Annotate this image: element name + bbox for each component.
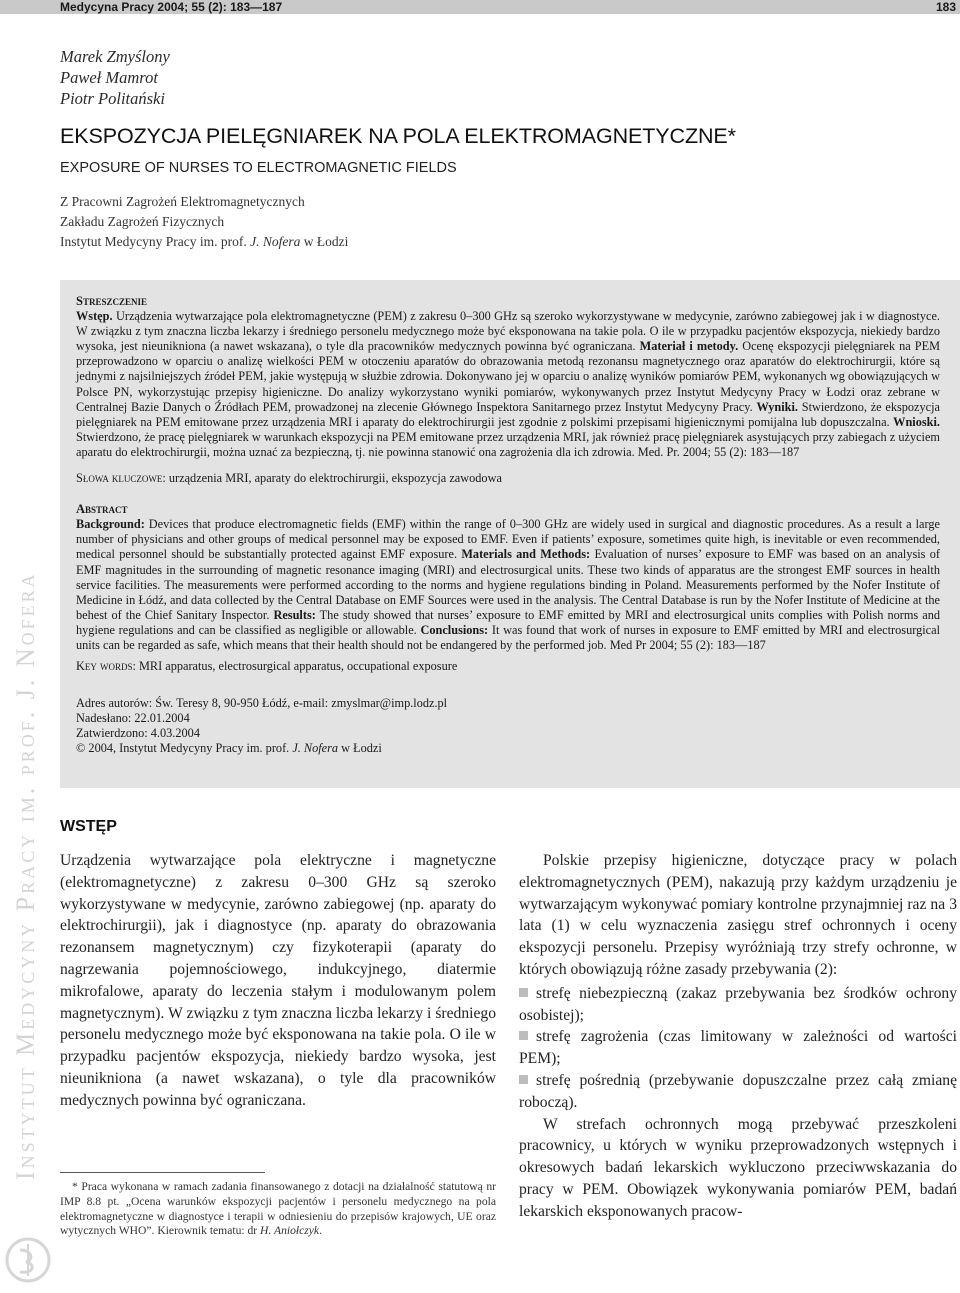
abstract-en-text	[76, 517, 940, 653]
abstract-text: It was found that work of nurses in exposure to EMF emitted by MRI and electrosurgical units can be regarded as safe, which means that their health should not be endangered by the performed job. Med Pr 2004; 55 (2): 183—187	[76, 622, 940, 652]
square-bullet-icon	[519, 988, 528, 997]
list-item-text: strefę zagrożenia (czas limitowany w zależności od wartości PEM);	[519, 1028, 957, 1068]
copyright-name: J. Nofera	[292, 741, 339, 756]
body-paragraph: Polskie przepisy higieniczne, dotyczące pracy w polach elektromagnetycznych (PEM), nakazują przy każdym urządzeniu je wytwarzającym wykonywać pomiary kontrolne przynajmniej raz na 3 lata (1) w celu wyznaczenia zasięgu stref ochronnych i oceny ekspozycji personelu. Przepisy wyróżniają trzy strefy ochronne, w których obowiązują różne zasady przebywania (2):	[519, 852, 957, 978]
running-header	[0, 0, 960, 14]
article-subtitle: EXPOSURE OF NURSES TO ELECTROMAGNETIC FIELDS	[60, 160, 457, 176]
copyright-text: © 2004, Instytut Medycyny Pracy im. prof.	[76, 741, 293, 756]
author: Paweł Mamrot	[60, 68, 158, 87]
footnote-rule	[60, 1172, 265, 1173]
list-item-text: strefę pośrednią (przebywanie dopuszczalne przez całą zmianę roboczą).	[519, 1071, 957, 1111]
abstract-label: Wyniki.	[756, 399, 799, 414]
footnote	[60, 1180, 496, 1239]
body-column-right	[519, 850, 957, 1223]
list-item-text: strefę niebezpieczną (zakaz przebywania bez środków ochrony osobistej);	[519, 984, 957, 1024]
author: Piotr Politański	[60, 89, 165, 108]
abstract-label: Materiał i metody.	[639, 339, 739, 354]
body-paragraph: Urządzenia wytwarzające pola elektryczne i magnetyczne (elektromagnetyczne) z zakresu 0–300 GHz są szeroko wykorzystywane w medycynie, zarówno zabiegowej (np. aparaty do elektrochirurgii), jak i diagnostyce (np. aparaty do obrazowania rezonansem magnetycznym) czy fizykoterapii (aparaty do nagrzewania pojemnościowego, indukcyjnego, diatermie mikrofalowe, aparaty do leczenia stałym i modulowanym polem magnetycznym). W związku z tym znaczna liczba lekarzy i średniego personelu medycznego może być eksponowana na takie pola. O ile w przypadku pacjentów ekspozycja, niekiedy bardzo wysoka, jest nieunikniona (a nawet wskazana), o tyle dla pracowników medycznych powinna być ograniczana.	[60, 852, 496, 1109]
abstract-box	[60, 280, 960, 788]
received-date: Nadesłano: 22.01.2004	[76, 711, 190, 726]
abstract-en-heading: Abstract	[76, 502, 128, 517]
list-item	[519, 1070, 957, 1114]
square-bullet-icon	[519, 1031, 528, 1040]
abstract-text: Devices that produce electromagnetic fields (EMF) within the range of 0–300 GHz are widely used in surgical and diagnostic procedures. As a result a large number of physicians and other groups of medical personnel may be exposed to EMF. Even if patients’ exposure, sometimes quite high, is inevitable or even recommended, medical personnel should be substantially protected against EMF exposure.	[76, 517, 940, 562]
copyright-text: w Łodzi	[338, 741, 382, 756]
abstract-text: Urządzenia wytwarzające pola elektromagnetyczne (PEM) z zakresu 0–300 GHz są szeroko wykorzystywane w medycynie, zarówno zabiegowej jak i w diagnostyce. W związku z tym znaczna liczba lekarzy i średniego personelu medycznego może być eksponowana na takie pola. O ile w przypadku pacjentów ekspozycja, niekiedy bardzo wysoka, jest nieunikniona (a nawet wskazana), o tyle dla pracowników medycznych powinna być ograniczana.	[76, 309, 940, 354]
abstract-pl-text	[76, 309, 940, 460]
abstract-label: Background:	[76, 517, 145, 532]
article-title: EKSPOZYCJA PIELĘGNIAREK NA POLA ELEKTROMAGNETYCZNE*	[60, 124, 736, 148]
abstract-text: The study showed that nurses’ exposure to EMF emitted by MRI and electrosurgical units complies with Polish norms and hygiene regulations and can be classified as negligible or allowable.	[76, 607, 941, 637]
keywords-en	[76, 659, 940, 674]
institute-logo-icon	[4, 1236, 52, 1284]
list-item	[519, 1026, 957, 1070]
accepted-date: Zatwierdzono: 4.03.2004	[76, 726, 200, 741]
abstract-text: Stwierdzono, że ekspozycja pielęgniarek na PEM emitowane przez urządzenia MRI i aparaty do elektrochirurgii jest zgodnie z polskimi przepisami higienicznymi pomijalna lub dopuszczalna.	[76, 399, 940, 429]
keywords-label: Słowa kluczowe:	[76, 471, 166, 486]
keywords-text: urządzenia MRI, aparaty do elektrochirurgii, ekspozycja zawodowa	[165, 471, 502, 486]
body-column-left	[60, 850, 496, 1112]
affiliation-line: Zakładu Zagrożeń Fizycznych	[60, 214, 225, 229]
affiliation-text: Instytut Medycyny Pracy im. prof.	[60, 234, 251, 249]
keywords-text: MRI apparatus, electrosurgical apparatus, occupational exposure	[135, 659, 458, 674]
keywords-pl	[76, 471, 940, 486]
journal-citation: Medycyna Pracy 2004; 55 (2): 183—187	[60, 0, 283, 14]
affiliation	[60, 192, 348, 252]
list-item	[519, 983, 957, 1027]
keywords-label: Key words:	[76, 659, 136, 674]
abstract-label: Materials and Methods:	[461, 547, 591, 562]
address-line: Adres autorów: Św. Teresy 8, 90-950 Łódź, e-mail: zmyslmar@imp.lodz.pl	[76, 696, 448, 711]
footnote-end: .	[319, 1224, 322, 1238]
author-address	[76, 696, 940, 756]
abstract-text: Stwierdzono, że pracę pielęgniarek w warunkach ekspozycji na PEM emitowane przez urządzenia MRI, jak również pracę pielęgniarek asystujących przy zabiegach z użyciem aparatu do elektrochirurgii, można uznać za bezpieczną, tj. nie powinna stanowić ona zagrożenia dla ich zdrowia. Med. Pr. 2004; 55 (2): 183—187	[76, 429, 940, 459]
body-paragraph: W strefach ochronnych mogą przebywać przeszkoleni pracownicy, u których w wyniku przeprowadzonych wstępnych i okresowych badań lekarskich wykluczono przeciwwskazania do pracy w PEM. Obowiązek wykonywania pomiarów PEM, badań lekarskich eksponowanych pracow-	[519, 1115, 957, 1220]
abstract-label: Wnioski.	[893, 414, 940, 429]
footnote-name: H. Aniołczyk	[260, 1224, 320, 1238]
affiliation-name: J. Nofera	[250, 234, 301, 249]
abstract-label: Wstęp.	[76, 309, 113, 324]
abstract-label: Conclusions:	[420, 622, 489, 637]
abstract-label: Results:	[273, 607, 316, 622]
author: Marek Zmyślony	[60, 47, 170, 66]
page-number: 183	[935, 0, 956, 14]
abstract-pl-heading: Streszczenie	[76, 294, 147, 308]
abstract-text: Ocenę ekspozycji pielęgniarek na PEM przeprowadzono w oparciu o analizę wielkości PEM w otoczeniu aparatów do obrazowania metodą rezonansu magnetycznego oraz aparatów do elektrochirurgii, które są jednymi z najsilniejszych źródeł PEM, jakie występują w służbie zdrowia. Dokonywano jej w oparciu o analizę wyników pomiarów PEM, wykonanych wg obowiązujących w Polsce PN, wykorzystując przepisy higieniczne. Do analizy wykorzystano wyniki pomiarów, wykonywanych przez Instytut Medycyny Pracy w Łodzi oraz zebrane w Centralnej Bazie Danych o Źródłach PEM, prowadzonej na zlecenie Głównego Inspektora Sanitarnego przez Instytut Medycyny Pracy.	[76, 339, 941, 414]
institute-watermark: Instytut Medycyny Pracy im. prof. J. Nofera	[11, 571, 40, 1180]
square-bullet-icon	[519, 1075, 528, 1084]
section-title: WSTĘP	[60, 818, 117, 835]
affiliation-line: Z Pracowni Zagrożeń Elektromagnetycznych	[60, 194, 305, 209]
author-list	[60, 46, 170, 109]
footnote-text: * Praca wykonana w ramach zadania finansowanego z dotacji na działalność statutową nr IMP 8.8 pt. „Ocena warunków ekspozycji pacjentów i personelu medycznego na pola elektromagnetyczne w diagnostyce i terapii w odniesieniu do przepisów krajowych, UE oraz wytycznych WHO”. Kierownik tematu: dr	[60, 1180, 496, 1238]
affiliation-line	[60, 232, 348, 252]
affiliation-text: w Łodzi	[300, 234, 349, 249]
copyright	[76, 741, 940, 756]
abstract-text: Evaluation of nurses’ exposure to EMF was based on an analysis of EMF magnitudes in the surrounding of magnetic resonance imaging (MRI) and electrosurgical units. These two kinds of apparatus are the strongest EMF sources in health service facilities. The measurements were performed according to the norms and hygiene regulations binding in Poland. Measurements performed by the Nofer Institute of Medicine in Łódź, and data collected by the Central Database on EMF Sources were used in the analysis. The Central Database is run by the Nofer Institute of Medicine at the behest of the Chief Sanitary Inspector.	[76, 547, 940, 622]
